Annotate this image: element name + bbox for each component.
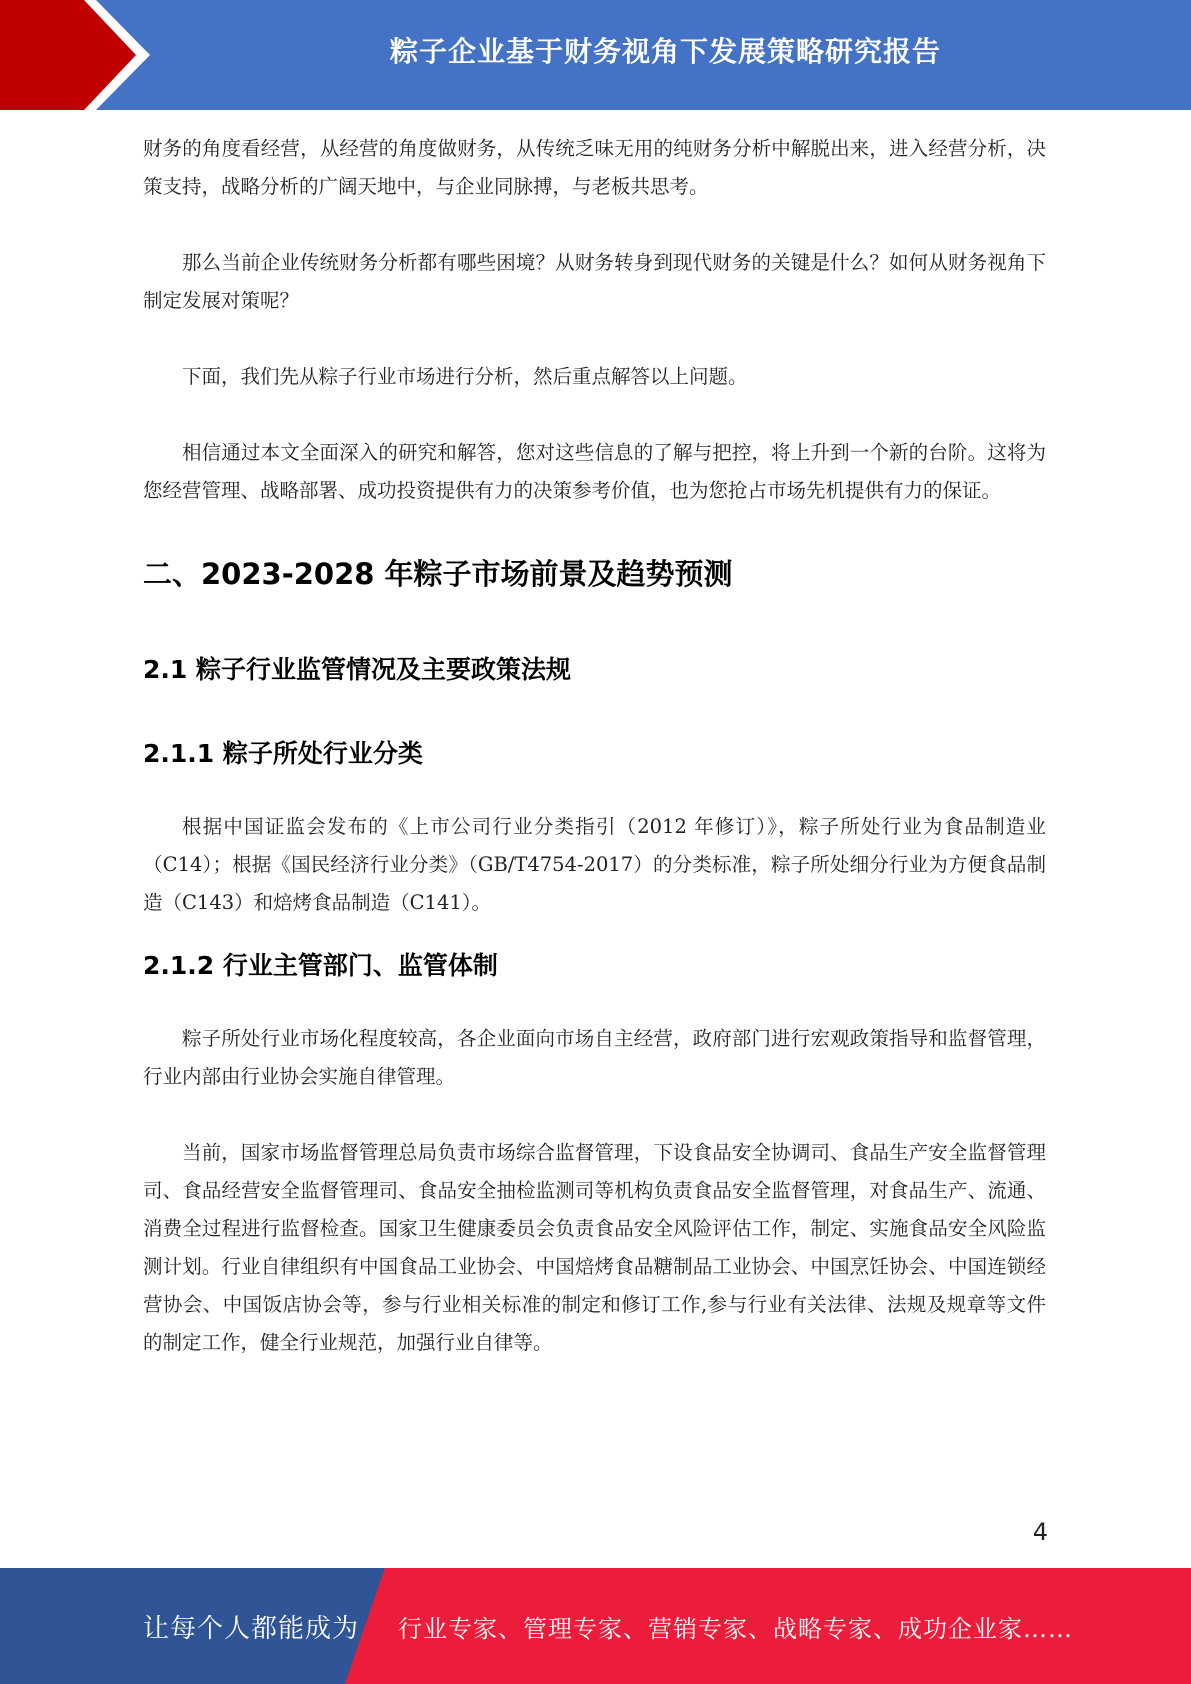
document-body [143, 130, 1046, 1362]
paragraph-value: 相信通过本文全面深入的研究和解答，您对这些信息的了解与把控，将上升到一个新的台阶。这将为您经营管理、战略部署、成功投资提供有力的决策参考价值，也为您抢占市场先机提供有力的保证。 [143, 441, 1046, 502]
paragraph-next-steps: 下面，我们先从粽子行业市场进行分析，然后重点解答以上问题。 [182, 365, 748, 388]
paragraph-industry-classification: 根据中国证监会发布的《上市公司行业分类指引（2012 年修订）》，粽子所处行业为食品制造业（C14）；根据《国民经济行业分类》（GB/T4754-2017）的分类标准，粽子所处细分行业为方便食品制造（C143）和焙烤食品制造（C141）。 [143, 815, 1046, 914]
footer-slogan: 让每个人都能成为 [143, 1613, 360, 1644]
subsection-heading-2-1: 2.1 粽子行业监管情况及主要政策法规 [143, 655, 571, 684]
header-arrow-icon [0, 0, 160, 110]
header-band [0, 0, 1191, 110]
subsection-heading-2-1-1: 2.1.1 粽子所处行业分类 [143, 739, 423, 768]
paragraph-continued: 财务的角度看经营，从经营的角度做财务，从传统乏味无用的纯财务分析中解脱出来，进入经营分析，决策支持，战略分析的广阔天地中，与企业同脉搏，与老板共思考。 [143, 137, 1046, 198]
subsection-heading-2-1-2: 2.1.2 行业主管部门、监管体制 [143, 951, 498, 980]
footer-band [0, 1568, 1191, 1684]
section-heading-2: 二、2023-2028 年粽子市场前景及趋势预测 [143, 557, 733, 591]
footer-roles: 行业专家、管理专家、营销专家、战略专家、成功企业家…… [398, 1614, 1073, 1643]
paragraph-authorities: 当前，国家市场监督管理总局负责市场综合监督管理，下设食品安全协调司、食品生产安全监督管理司、食品经营安全监督管理司、食品安全抽检监测司等机构负责食品安全监督管理，对食品生产、流通、消费全过程进行监督检查。国家卫生健康委员会负责食品安全风险评估工作，制定、实施食品安全风险监测计划。行业自律组织有中国食品工业协会、中国焙烤食品糖制品工业协会、中国烹饪协会、中国连锁经营协会、中国饭店协会等，参与行业相关标准的制定和修订工作,参与行业有关法律、法规及规章等文件的制定工作，健全行业规范，加强行业自律等。 [143, 1141, 1046, 1354]
paragraph-market-regulation: 粽子所处行业市场化程度较高，各企业面向市场自主经营，政府部门进行宏观政策指导和监督管理，行业内部由行业协会实施自律管理。 [143, 1027, 1046, 1088]
report-title: 粽子企业基于财务视角下发展策略研究报告 [389, 35, 941, 68]
paragraph-questions: 那么当前企业传统财务分析都有哪些困境？从财务转身到现代财务的关键是什么？如何从财务视角下制定发展对策呢？ [143, 251, 1046, 312]
page-number: 4 [1032, 1518, 1048, 1546]
